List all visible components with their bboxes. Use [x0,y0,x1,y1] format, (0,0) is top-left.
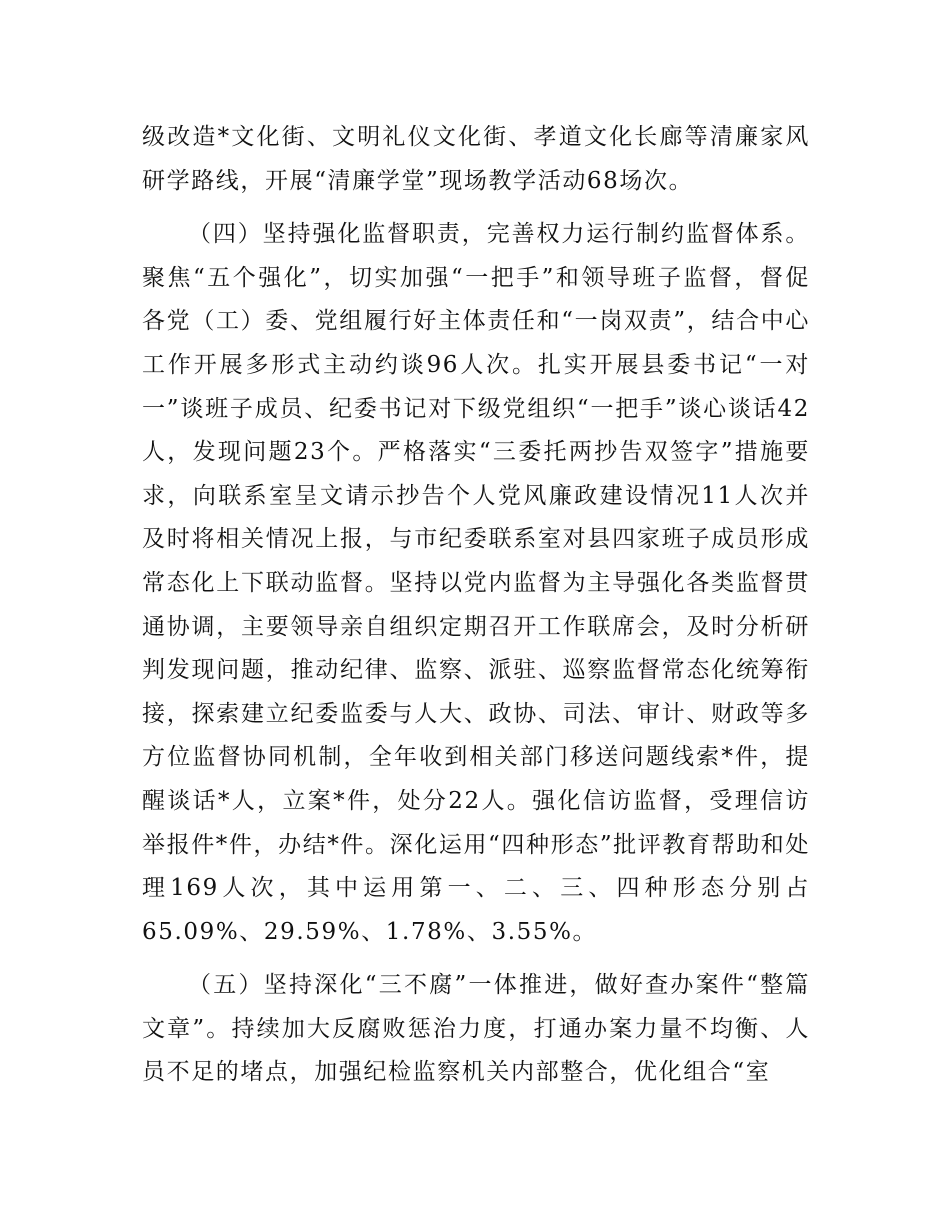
paragraph-section-five: （五）坚持深化“三不腐”一体推进，做好查办案件“整篇文章”。持续加大反腐败惩治力度，打通办案力量不均衡、人员不足的堵点，加强纪检监察机关内部整合，优化组合“室 [142,972,810,1086]
paragraph-section-four: （四）坚持强化监督职责，完善权力运行制约监督体系。聚焦“五个强化”，切实加强“一把手”和领导班子监督，督促各党（工）委、党组履行好主体责任和“一岗双责”，结合中心工作开展多形式主动约谈96人次。扎实开展县委书记“一对一”谈班子成员、纪委书记对下级党组织“一把手”谈心谈话42人，发现问题23个。严格落实“三委托两抄告双签字”措施要求，向联系室呈文请示抄告个人党风廉政建设情况11人次并及时将相关情况上报，与市纪委联系室对县四家班子成员形成常态化上下联动监督。坚持以党内监督为主导强化各类监督贯通协调，主要领导亲自组织定期召开工作联席会，及时分析研判发现问题，推动纪律、监察、派驻、巡察监督常态化统筹衔接，探索建立纪委监委与人大、政协、司法、审计、财政等多方位监督协同机制，全年收到相关部门移送问题线索*件，提醒谈话*人，立案*件，处分22人。强化信访监督，受理信访举报件*件，办结*件。深化运用“四种形态”批评教育帮助和处理169人次，其中运用第一、二、三、四种形态分别占65.09%、29.59%、1.78%、3.55%。 [142,221,810,945]
document-page [142,116,810,1095]
paragraph-continuation: 级改造*文化街、文明礼仪文化街、孝道文化长廊等清廉家风研学路线，开展“清廉学堂”现场教学活动68场次。 [142,124,810,194]
